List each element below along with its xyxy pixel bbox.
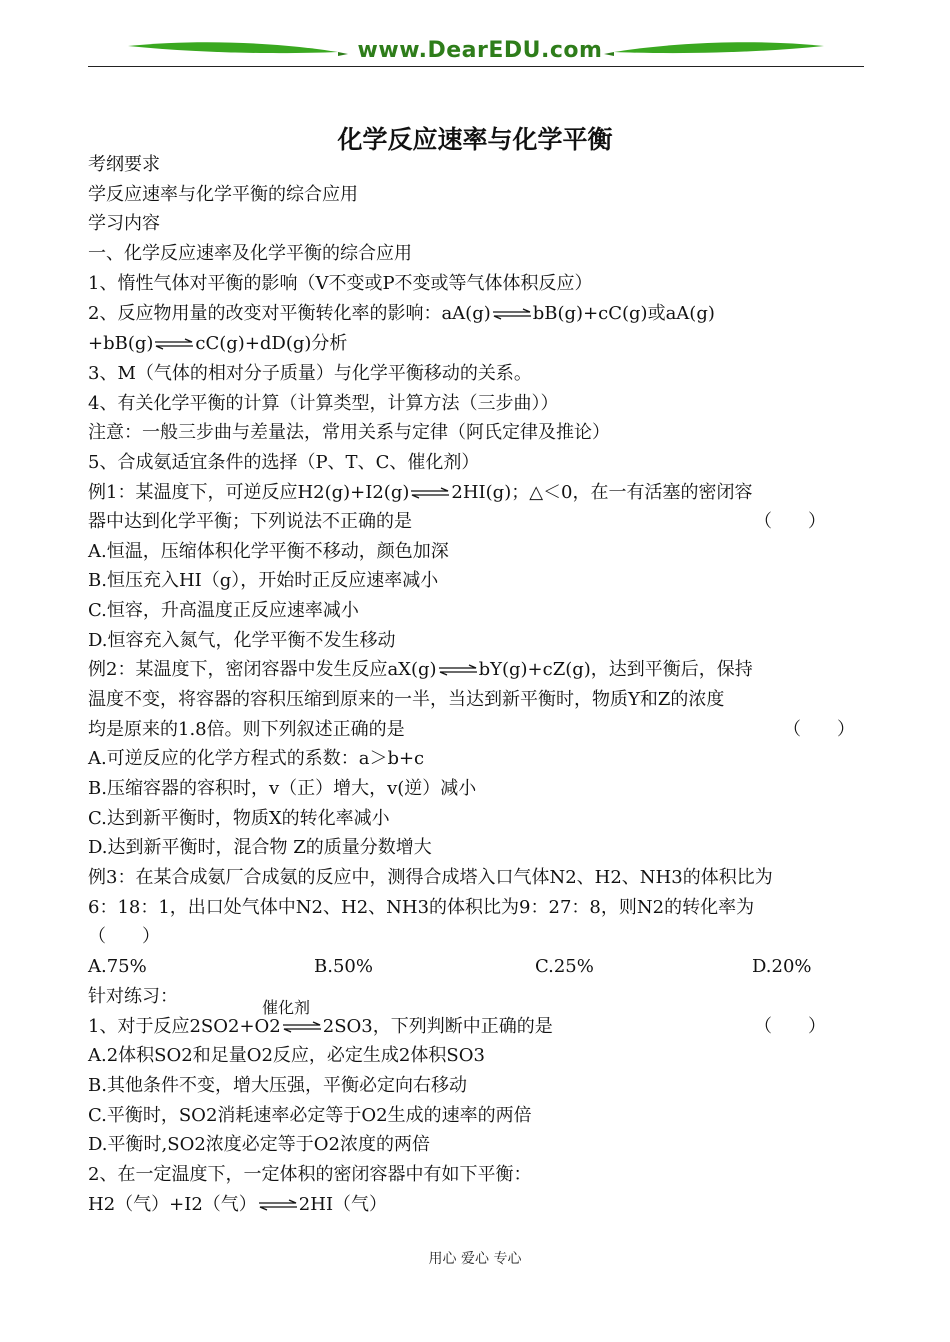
- text-line: 5、合成氨适宜条件的选择（P、T、C、催化剂）: [88, 452, 480, 473]
- text-line: [88, 1194, 387, 1216]
- page-footer: 用心 爱心 专心: [428, 1251, 522, 1267]
- option-line: B.压缩容器的容积时，v（正）增大，v(逆）减小: [88, 778, 477, 799]
- option-line: A.可逆反应的化学方程式的系数：a＞b+c: [88, 748, 425, 769]
- text-line: 温度不变，将容器的容积压缩到原来的一半，当达到新平衡时，物质Y和Z的浓度: [88, 689, 725, 710]
- option-b: B.50%: [314, 956, 373, 977]
- text-line: 均是原来的1.8倍。则下列叙述正确的是: [88, 719, 405, 740]
- text-segment: 例1：某温度下，可逆反应H2(g)+I2(g): [88, 482, 410, 503]
- site-logo[interactable]: www.DearEDU.com: [357, 38, 603, 63]
- header-divider: [88, 66, 864, 67]
- option-line: D.达到新平衡时，混合物 Z的质量分数增大: [88, 837, 432, 858]
- text-line: 学反应速率与化学平衡的综合应用: [88, 184, 358, 205]
- equilibrium-arrow-icon: [438, 664, 478, 676]
- text-segment: 2HI（气）: [298, 1194, 388, 1215]
- text-segment: bY(g)+cZ(g)，达到平衡后，保持: [478, 659, 753, 680]
- text-line: 例3：在某合成氨厂合成氨的反应中，测得合成塔入口气体N2、H2、NH3的体积比为: [88, 867, 773, 888]
- text-line: 6：18：1，出口处气体中N2、H2、NH3的体积比为9：27：8，则N2的转化率为: [88, 897, 755, 918]
- text-line: [88, 303, 715, 325]
- option-line: B.其他条件不变，增大压强，平衡必定向右移动: [88, 1075, 467, 1096]
- text-line: 注意：一般三步曲与差量法，常用关系与定律（阿氏定律及推论）: [88, 422, 610, 443]
- answer-blank[interactable]: （ ）: [783, 719, 855, 740]
- text-segment: 2、反应物用量的改变对平衡转化率的影响：aA(g): [88, 303, 491, 324]
- text-segment: 2HI(g)；△＜0，在一有活塞的密闭容: [451, 482, 753, 503]
- equilibrium-arrow-icon: [410, 487, 450, 499]
- text-line: [88, 482, 753, 504]
- option-line: C.达到新平衡时，物质X的转化率减小: [88, 808, 390, 829]
- option-d: D.20%: [752, 956, 812, 977]
- option-line: C.平衡时，SO2消耗速率必定等于O2生成的速率的两倍: [88, 1105, 532, 1126]
- option-line: C.恒容，升高温度正反应速率减小: [88, 600, 359, 621]
- text-segment: 例2：某温度下，密闭容器中发生反应aX(g): [88, 659, 437, 680]
- equilibrium-arrow-icon: [154, 338, 194, 350]
- text-line: 考纲要求: [88, 154, 160, 175]
- text-line: 器中达到化学平衡；下列说法不正确的是: [88, 511, 412, 532]
- option-line: A.2体积SO2和足量O2反应，必定生成2体积SO3: [88, 1045, 485, 1066]
- text-segment: H2（气）+I2（气）: [88, 1194, 257, 1215]
- equilibrium-arrow-icon: [282, 1021, 322, 1033]
- option-line: B.恒压充入HI（g），开始时正反应速率减小: [88, 570, 439, 591]
- answer-blank[interactable]: （ ）: [754, 1016, 826, 1037]
- equilibrium-arrow-icon: [492, 308, 532, 320]
- option-line: D.恒容充入氮气，化学平衡不发生移动: [88, 630, 396, 651]
- text-line: 3、M（气体的相对分子质量）与化学平衡移动的关系。: [88, 363, 532, 384]
- text-line: [88, 1016, 553, 1038]
- option-a: A.75%: [88, 956, 147, 977]
- text-segment: 1、对于反应2SO2+O2: [88, 1016, 281, 1037]
- text-line: 4、有关化学平衡的计算（计算类型，计算方法（三步曲））: [88, 393, 559, 414]
- text-line: [88, 659, 753, 681]
- text-line: [88, 333, 347, 355]
- catalyst-label: 催化剂: [262, 998, 311, 1017]
- text-segment: +bB(g): [88, 333, 154, 354]
- text-line: 1、惰性气体对平衡的影响（V不变或P不变或等气体体积反应）: [88, 273, 593, 294]
- text-segment: cC(g)+dD(g)分析: [195, 333, 348, 354]
- text-line: 一、化学反应速率及化学平衡的综合应用: [88, 243, 412, 264]
- text-line: 学习内容: [88, 213, 160, 234]
- equilibrium-arrow-icon: [258, 1199, 298, 1211]
- document-title: 化学反应速率与化学平衡: [337, 125, 613, 154]
- text-segment: 2SO3，下列判断中正确的是: [322, 1016, 553, 1037]
- option-c: C.25%: [535, 956, 594, 977]
- option-line: A.恒温，压缩体积化学平衡不移动，颜色加深: [88, 541, 449, 562]
- answer-blank[interactable]: （ ）: [754, 511, 826, 532]
- text-segment: bB(g)+cC(g)或aA(g): [532, 303, 715, 324]
- text-line: 2、在一定温度下，一定体积的密闭容器中有如下平衡：: [88, 1164, 532, 1185]
- section-heading: 针对练习：: [88, 986, 178, 1007]
- answer-blank[interactable]: （ ）: [88, 926, 160, 947]
- option-line: D.平衡时,SO2浓度必定等于O2浓度的两倍: [88, 1134, 430, 1155]
